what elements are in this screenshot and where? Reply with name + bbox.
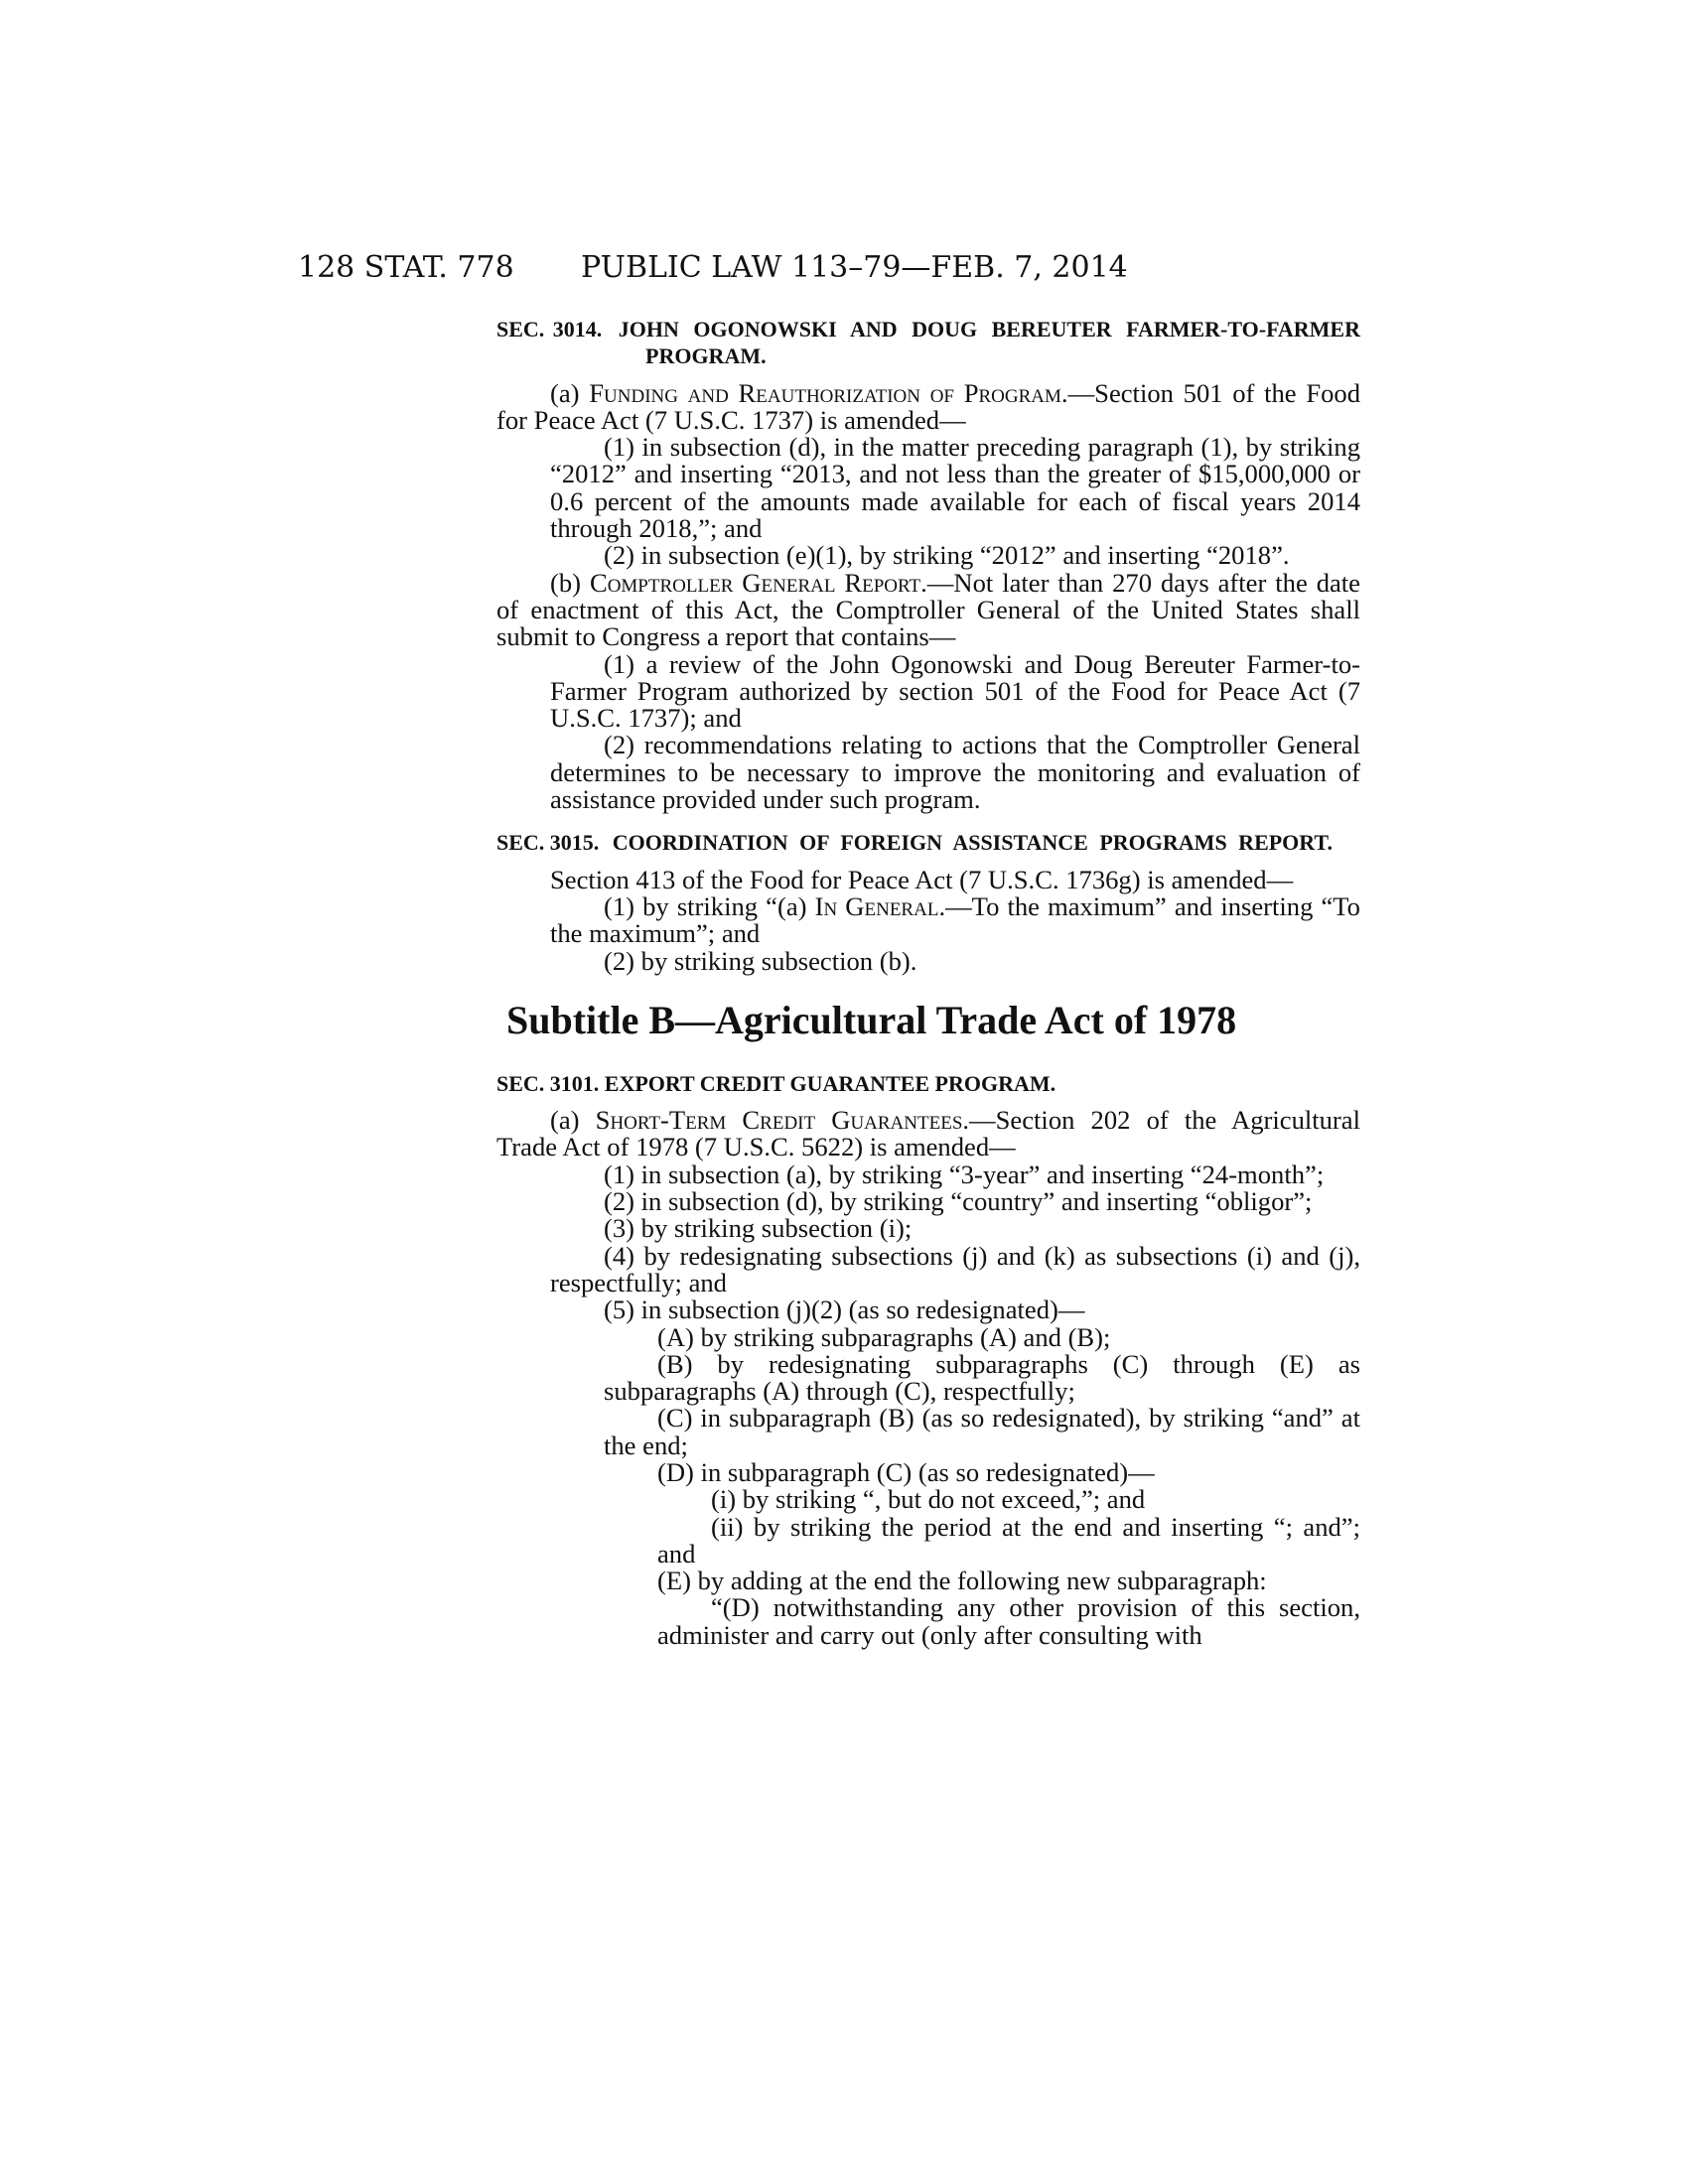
paragraph-text: .—To the maximum” and inserting “To the maximum”; and <box>550 890 1360 949</box>
paragraph-1: (1) in subsection (d), in the matter preceding paragraph (1), by striking “2012” and inserting “2013, and not less than the greater of $15,000,000 or 0.6 percent of the amounts made available for each of fiscal years 2014 through 2018,”; and <box>550 432 1360 544</box>
subparagraph-B: (B) by redesignating subparagraphs (C) through (E) as subparagraphs (A) through (C), respectfully; <box>604 1348 1360 1407</box>
subsection-heading: Comptroller General Report. <box>589 567 927 598</box>
paragraph-4: (4) by redesignating subsections (j) and (k) as subsections (i) and (j), respectfully; and <box>550 1240 1360 1297</box>
paragraph-2: (2) recommendations relating to actions that the Comptroller General determines to be necessary to improve the monitoring and evaluation of assistance provided under such program. <box>550 730 1360 815</box>
paragraph-5: (5) in subsection (j)(2) (as so redesignated)— <box>604 1295 1085 1325</box>
quoted-heading: In General <box>814 890 939 921</box>
subsection-a-paragraph: (a) Funding and Reauthorization of Program.—Section 501 of the Food for Peace Act (7 U.S.C. 1737) is amended— <box>496 377 1361 435</box>
section-3015-text: Section 413 of the Food for Peace Act (7 U.S.C. 1736g) is amended— <box>550 864 1294 894</box>
clause-ii: (ii) by striking the period at the end and inserting “; and”; and <box>657 1511 1360 1569</box>
paragraph-text: (1) by striking “(a) <box>604 890 815 921</box>
section-3101-heading: SEC. 3101. EXPORT CREDIT GUARANTEE PROGRAM. <box>496 1070 1056 1096</box>
subparagraph-D: (D) in subparagraph (C) (as so redesignated)— <box>657 1456 1155 1487</box>
section-number: SEC. 3014. <box>496 317 603 341</box>
section-3014-heading <box>496 316 1360 370</box>
section-title: COORDINATION OF FOREIGN ASSISTANCE PROGRAMS REPORT. <box>612 830 1333 856</box>
subparagraph-A: (A) by striking subparagraphs (A) and (B); <box>657 1321 1111 1352</box>
subsection-text: —Section 501 of the Food for Peace Act (7 U.S.C. 1737) is amended— <box>496 377 1361 435</box>
document-body <box>496 316 1360 1649</box>
paragraph-2: (2) in subsection (e)(1), by striking “2012” and inserting “2018”. <box>604 540 1290 571</box>
subsection-text: —Section 202 of the Agricultural Trade Act of 1978 (7 U.S.C. 5622) is amended— <box>496 1105 1360 1162</box>
clause-i: (i) by striking “, but do not exceed,”; and <box>711 1484 1146 1515</box>
section-number: SEC. 3015. <box>496 830 600 856</box>
subsection-b-paragraph: (b) Comptroller General Report.—Not later than 270 days after the date of enactment of this Act, the Comptroller General of the United States shall submit to Congress a report that contains— <box>496 567 1360 652</box>
subtitle-heading: Subtitle B—Agricultural Trade Act of 1978 <box>506 997 1237 1042</box>
subsection-text: —Not later than 270 days after the date of enactment of this Act, the Comptroller General of the United States shall submit to Congress a report that contains— <box>496 567 1360 652</box>
paragraph-2: (2) in subsection (d), by striking “country” and inserting “obligor”; <box>604 1186 1313 1217</box>
statute-page-reference: 128 STAT. 778 <box>298 250 514 285</box>
subsection-heading: Funding and Reauthorization of Program. <box>589 377 1068 408</box>
paragraph-1 <box>496 890 1360 949</box>
quoted-subparagraph-D: “(D) notwithstanding any other provision of this section, administer and carry out (only after consulting with <box>657 1592 1360 1650</box>
subsection-a-paragraph: (a) Short-Term Credit Guarantees.—Section 202 of the Agricultural Trade Act of 1978 (7 U.S.C. 5622) is amended— <box>496 1105 1360 1162</box>
paragraph-3: (3) by striking subsection (i); <box>604 1213 913 1244</box>
section-3015-heading <box>496 829 1360 856</box>
paragraph-2: (2) by striking subsection (b). <box>604 945 917 976</box>
subparagraph-E: (E) by adding at the end the following new subparagraph: <box>657 1566 1267 1596</box>
subparagraph-C: (C) in subparagraph (B) (as so redesignated), by striking “and” at the end; <box>604 1403 1360 1460</box>
section-title: JOHN OGONOWSKI AND DOUG BEREUTER FARMER-TO-FARMER PROGRAM. <box>618 317 1360 369</box>
paragraph-1: (1) a review of the John Ogonowski and Doug Bereuter Farmer-to-Farmer Program authorized by section 501 of the Food for Peace Act (7 U.S.C. 1737); and <box>550 648 1360 734</box>
paragraph-1: (1) in subsection (a), by striking “3-year” and inserting “24-month”; <box>604 1159 1325 1189</box>
running-header: PUBLIC LAW 113–79—FEB. 7, 2014 <box>581 250 1128 285</box>
subsection-heading: Short-Term Credit Guarantees. <box>595 1105 970 1136</box>
